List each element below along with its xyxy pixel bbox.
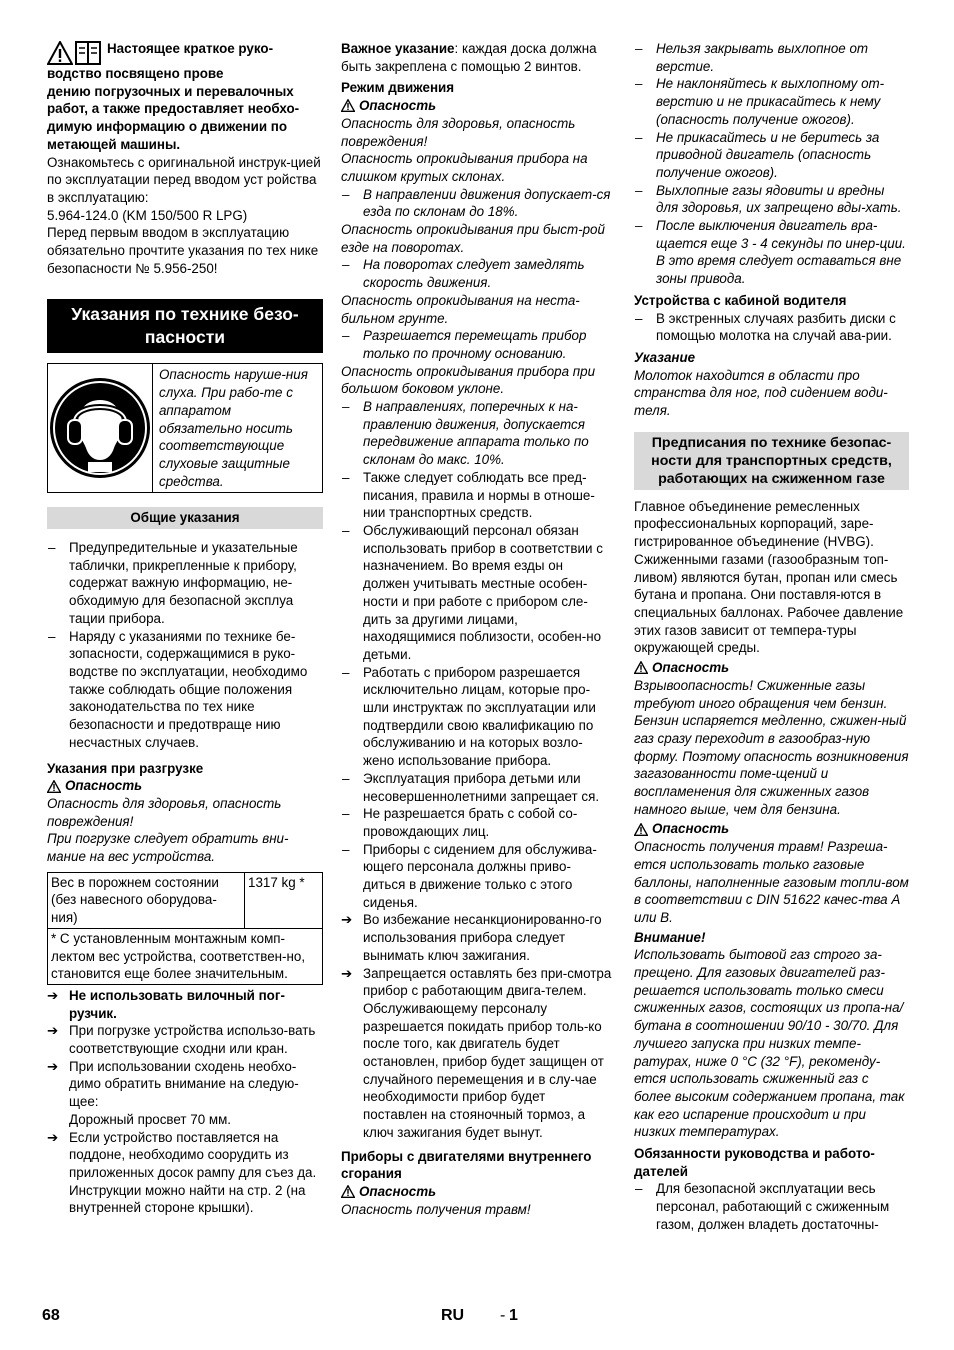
column-right [634,40,909,1234]
warning-triangle-icon [341,99,355,112]
danger-label: Опасность [634,659,909,677]
danger-text: Опасность опрокидывания прибора при большом боковом уклоне. [341,363,596,397]
list-item: – Работать с прибором разрешается исключительно лицам, которые про-шли инструктаж по эксплуатации или подтвердили свою квалификацию по обслуживанию и на которых возло-жено использование прибора. [342,664,596,769]
danger-label: Опасность [341,1183,613,1201]
footer-separator: - [500,1307,506,1324]
list-item: – В экстренных случаях разбить диски с помощью молотка на случай ава-рии. [635,310,896,344]
danger-text: Опасность опрокидывания прибора на слишком крутых склонах. [341,151,588,184]
intro-first-line: Настоящее краткое руко- [107,41,274,56]
warning-triangle-icon [341,1185,355,1198]
hearing-protection-icon [48,376,152,480]
list-item: – Для безопасной эксплуатации весь персонал, работающий с сжиженным газом, должен владеть достаточны- [635,1181,890,1232]
clearance-text: Дорожный просвет 70 мм. [69,1111,231,1127]
intro-line: водство посвящено прове [47,66,224,81]
danger-label: Опасность [341,97,613,115]
list-item: – Обслуживающий персонал обязан использовать прибор в соответствии с назначением. Во время езды он должен учитывать местные особен-ности и при работе с прибором сле-дить за другими лицами, находящимися поблизости, особен-но детьми. [342,522,603,662]
hearing-protection-icon-cell [48,364,153,492]
arrow-item: ➔ Запрещается оставлять без при-смотра прибор с работающим двига-телем. Обслуживающему персоналу разрешается покидать прибор толь-ко после того, как двигатель будет остановлен, прибор будет защищен от случайного перемещения и в слу-чае необходимости прибор будет поставлен на стояночный тормоз, а ключ зажигания будет вынут. [341,965,612,1140]
list-item: – Предупредительные и указательные таблички, прикрепленные к прибору, содержат важную информацию, не-обходимую для безопасной эксплуа тации прибора. [48,540,298,626]
warning-triangle-icon [47,41,73,65]
injury-text: Опасность получения травм! Разреша-ется использовать только газовые баллоны, наполненные газовым топли-вом в соответствии с DIN 51622 качес-тва A или B. [634,839,909,925]
danger-text: Опасность опрокидывания при быст-рой езде на поворотах. [341,222,605,255]
weight-note: * С установленным монтажным комп-лектом вес устройства, соответствен-но, становится еще более значительным. [48,928,323,984]
column-left [47,40,323,1217]
warning-triangle-icon [634,661,648,674]
engine-danger-text: Опасность получения травм! [341,1201,531,1217]
danger-label: Опасность [634,820,909,838]
list-item: – Эксплуатация прибора детьми или несовершеннолетними запрещает ся. [342,770,600,804]
list-item: – На поворотах следует замедлять скорость движения. [342,257,585,291]
note-label: Указание [634,349,696,365]
danger-text: Опасность опрокидывания на неста-бильном грунте. [341,292,580,326]
note-text: Молоток находится в области про странства для ног, под сидением води-теля. [634,367,888,419]
list-item: – Не прикасайтесь и не беритесь за приводной двигатель (опасность получение ожогов). [635,129,880,180]
list-item: – Разрешается перемещать прибор только по прочному основанию. [342,328,587,361]
hearing-warning-text: Опасность наруше-ния слуха. При рабо-те с аппаратом обязательно носить соответствующие слуховые защитные средства. [159,367,308,489]
unload-danger-text: При погрузке следует обратить вни-мание на вес устройства. [47,831,289,865]
cabin-title: Устройства с кабиной водителя [634,292,847,308]
weight-value: 1317 kg * [245,872,323,928]
unload-title: Указания при разгрузке [47,760,204,776]
intro-line: метающей машины. [47,136,181,152]
list-item: – Приборы с сидением для обслужива-ющего персонала должны приво-диться в движение только с этого сиденья. [342,841,597,910]
list-item: – Нельзя закрывать выхлопное от верстие. [635,41,869,74]
general-title: Общие указания [47,507,323,529]
weight-table [47,872,323,985]
list-item: – Также следует соблюдать все пред-писания, правила и нормы в отноше-нии транспортных средств. [342,469,595,521]
arrow-item: ➔ Не использовать вилочный пог-рузчик. [47,987,285,1021]
instructions-page-text: Инструкции можно найти на стр. 2 (на внутренней стороне крышки). [69,1182,306,1216]
page-number: 68 [42,1307,60,1324]
intro-heading [47,40,323,65]
danger-label: Опасность [47,777,323,795]
engine-title: Приборы с двигателями внутреннего сгорания [341,1148,592,1182]
list-item: – Не наклоняйтесь к выхлопному от-верстию и не прикасайтесь к нему (опасность получение ожогов). [635,76,885,127]
attention-label: Внимание! [634,929,706,945]
list-item: – В направлении движения допускает-ся езда по склонам до 18%. [342,186,611,220]
intro-line: работ, а также предоставляет необхо- [47,101,300,117]
lpg-text: Главное объединение ремесленных профессиональных корпораций, заре-гистрированное объединение (HVBG). Сжиженными газами (газообразным топ-ливом) являются бутан, пропан или смесь бутана и пропана. Они поставля-ются в специальных баллонах. Рабочее давление этих газов зависит от темпера-туры окружающей среды. [634,498,904,656]
explosion-text: Взрывоопасность! Сжиженные газы требуют иного обращения чем бензин. Бензин испаряется медленно, сжижен-ный газ сразу переходит в газообраз-ную форму. Поэтому опасность возникновения загазованности поме-щений и воспламенения для сжиженных газов намного выше, чем для бензина. [634,677,909,817]
danger-text: Опасность для здоровья, опасность повреждения! [341,115,576,149]
model-number: 5.964-124.0 (KM 150/500 R LPG) [47,207,248,223]
attention-text: Использовать бытовой газ строго за-прещено. Для газовых двигателей раз-решается использовать только смеси сжиженных газов, состоящих из пропа-на/бутана в соотношении 90/10 - 30/70. Для лучшего запуска при низких темпе-ратурах, ниже 0 °C (32 °F), рекоменду-ется использовать сжиженный газ с более высоким содержанием пропана, так как его испарение происходит и при низких температурах. [634,947,905,1140]
list-item: – В направлениях, поперечных к на-правлению движения, допускается передвижение аппарата только по склонам до макс. 10%. [342,399,589,468]
list-item: – После выключения двигатель вра-щается еще 3 - 4 секунды по инер-ции. В это время следует оставаться вне зоны привода. [635,218,906,287]
arrow-item: ➔ При погрузке устройства использо-вать соответствующие сходни или кран. [47,1023,316,1057]
arrow-item: ➔ Если устройство поставляется на поддоне, необходимо соорудить из приложенных досок рампу для съез да. [47,1129,317,1180]
column-middle [341,40,613,1218]
arrow-item: ➔ При использовании сходень необхо-димо обратить внимание на следую-щее: [47,1058,299,1110]
list-item: – Не разрешается брать с собой со-провождающих лиц. [342,806,578,839]
intro-text: Ознакомьтесь с оригинальной инструк-цией по эксплуатации перед вводом уст ройства в эксплуатацию: [47,154,321,205]
hearing-warning-box [47,363,323,493]
mode-title: Режим движения [341,80,455,96]
duties-title: Обязанности руководства и работо-дателей [634,1146,875,1179]
intro-line: димую информацию о движении по [47,119,288,135]
language-code: RU [441,1307,465,1324]
manual-book-icon [75,41,101,65]
lpg-title: Предписания по технике безопас-ности для транспортных средств, работающих на сжиженном газе [634,432,909,490]
intro-line: дению погрузочных и перевалочных [47,83,294,99]
unload-danger-text: Опасность для здоровья, опасность повреждения! [47,795,282,829]
weight-label: Вес в порожнем состоянии (без навесного оборудова-ния) [48,872,245,928]
warning-triangle-icon [634,823,648,836]
arrow-item: ➔ Во избежание несанкционированно-го использования прибора следует вынимать ключ зажигания. [341,912,602,963]
intro-safety: Перед первым вводом в эксплуатацию обязательно прочтите указания по тех нике безопасности № 5.956-250! [47,225,319,276]
important-note: Важное указание: каждая доска должна быть закреплена с помощью 2 винтов. [341,41,597,74]
list-item: – Наряду с указаниями по технике бе-зопасности, содержащимися в руко-водстве по эксплуатации, необходимо также соблюдать общие положения законодательства по тех нике безопасности и предотвраще нию несчастных случаев. [48,628,308,750]
section-title-safety: Указания по технике безо-пасности [47,299,323,353]
list-item: – Выхлопные газы ядовиты и вредны для здоровья, их запрещено вды-хать. [635,182,902,216]
warning-triangle-icon [47,780,61,793]
intro-icons [47,41,101,65]
footer-number: 1 [509,1307,518,1324]
